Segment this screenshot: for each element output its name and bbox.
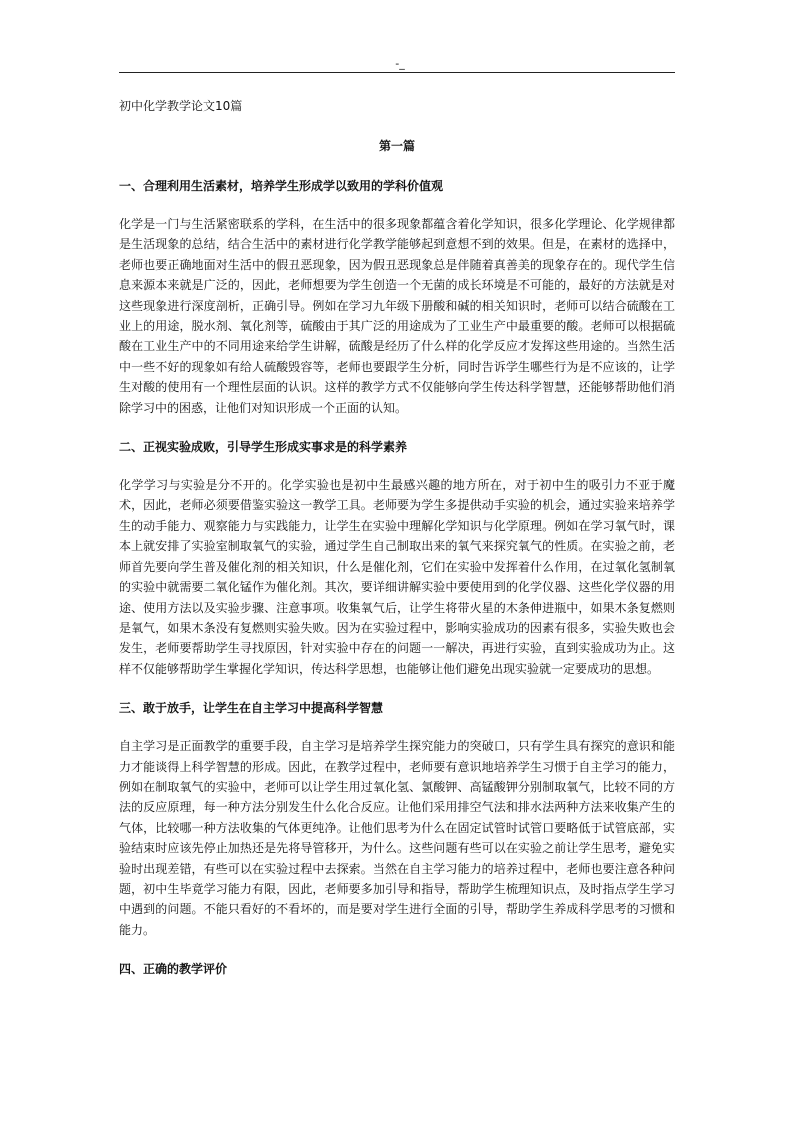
section-paragraph-2: 化学学习与实验是分不开的。化学实验也是初中生最感兴趣的地方所在，对于初中生的吸引力不亚于魔术，因此，老师必须要借鉴实验这一教学工具。老师要为学生多提供动手实验的机会，通过实验来培养学生的动手能力、观察能力与实践能力，让学生在实验中理解化学知识与化学原理。例如在学习氧气时，课本上就安排了实验室制取氧气的实验，通过学生自己制取出来的氧气来探究氧气的性质。在实验之前，老师首先要向学生普及催化剂的相关知识，什么是催化剂，它们在实验中发挥着什么作用，在过氧化氢制氧的实验中就需要二氧化锰作为催化剂。其次，要详细讲解实验中要使用到的化学仪器、这些化学仪器的用途、使用方法以及实验步骤、注意事项。收集氧气后，让学生将带火星的木条伸进瓶中，如果木条复燃则是氧气，如果木条没有复燃则实验失败。因为在实验过程中，影响实验成功的因素有很多，实验失败也会发生，老师要帮助学生寻找原因，针对实验中存在的问题一一解决，再进行实验，直到实验成功为止。这样不仅能够帮助学生掌握化学知识，传达科学思想，也能够让他们避免出现实验就一定要成功的思想。 [119, 478, 675, 676]
part-title: 第一篇 [378, 139, 415, 153]
section-paragraph-1: 化学是一门与生活紧密联系的学科，在生活中的很多现象都蕴含着化学知识，很多化学理论、化学规律都是生活现象的总结，结合生活中的素材进行化学教学能够起到意想不到的效果。但是，在素材的选择中，老师也要正确地面对生活中的假丑恶现象，因为假丑恶现象总是伴随着真善美的现象存在的。现代学生信息来源本来就是广泛的，因此，老师想要为学生创造一个无菌的成长环境是不可能的，最好的方法就是对这些现象进行深度剖析，正确引导。例如在学习九年级下册酸和碱的相关知识时，老师可以结合硫酸在工业上的用途，脱水剂、氧化剂等，硫酸由于其广泛的用途成为了工业生产中最重要的酸。老师可以根据硫酸在工业生产中的不同用途来给学生讲解，硫酸是经历了什么样的化学反应才发挥这些用途的。当然生活中一些不好的现象如有给人硫酸毁容等，老师也要跟学生分析，同时告诉学生哪些行为是不应该的，让学生对酸的使用有一个理性层面的认识。这样的教学方式不仅能够向学生传达科学智慧，还能够帮助他们消除学习中的困惑，让他们对知识形成一个正面的认知。 [119, 217, 675, 415]
section-heading-4: 四、正确的教学评价 [119, 962, 228, 977]
document-title: 初中化学教学论文10篇 [119, 99, 243, 113]
section-paragraph-3: 自主学习是正面教学的重要手段，自主学习是培养学生探究能力的突破口，只有学生具有探究的意识和能力才能谈得上科学智慧的形成。因此，在教学过程中，老师要有意识地培养学生习惯于自主学习的能力，例如在制取氧气的实验中，老师可以让学生用过氧化氢、氯酸钾、高锰酸钾分别制取氧气，比较不同的方法的反应原理，每一种方法分别发生什么化合反应。让他们采用排空气法和排水法两种方法来收集产生的气体，比较哪一种方法收集的气体更纯净。让他们思考为什么在固定试管时试管口要略低于试管底部，实验结束时应该先停止加热还是先将导管移开，为什么。这些问题有些可以在实验之前让学生思考，避免实验时出现差错，有些可以在实验过程中去探索。当然在自主学习能力的培养过程中，老师也要注意各种问题，初中生毕竟学习能力有限，因此，老师要多加引导和指导，帮助学生梳理知识点，及时指点学生学习中遇到的问题。不能只看好的不看坏的，而是要对学生进行全面的引导，帮助学生养成科学思考的习惯和能力。 [119, 739, 675, 937]
section-heading-3: 三、敢于放手，让学生在自主学习中提高科学智慧 [119, 701, 384, 716]
document-body [119, 96, 675, 997]
header-rule [119, 72, 675, 73]
section-heading-1: 一、合理利用生活素材，培养学生形成学以致用的学科价值观 [119, 179, 444, 193]
section-heading-2: 二、正视实验成败，引导学生形成实事求是的科学素养 [119, 440, 408, 455]
page-header-mark: -_ [395, 57, 405, 70]
